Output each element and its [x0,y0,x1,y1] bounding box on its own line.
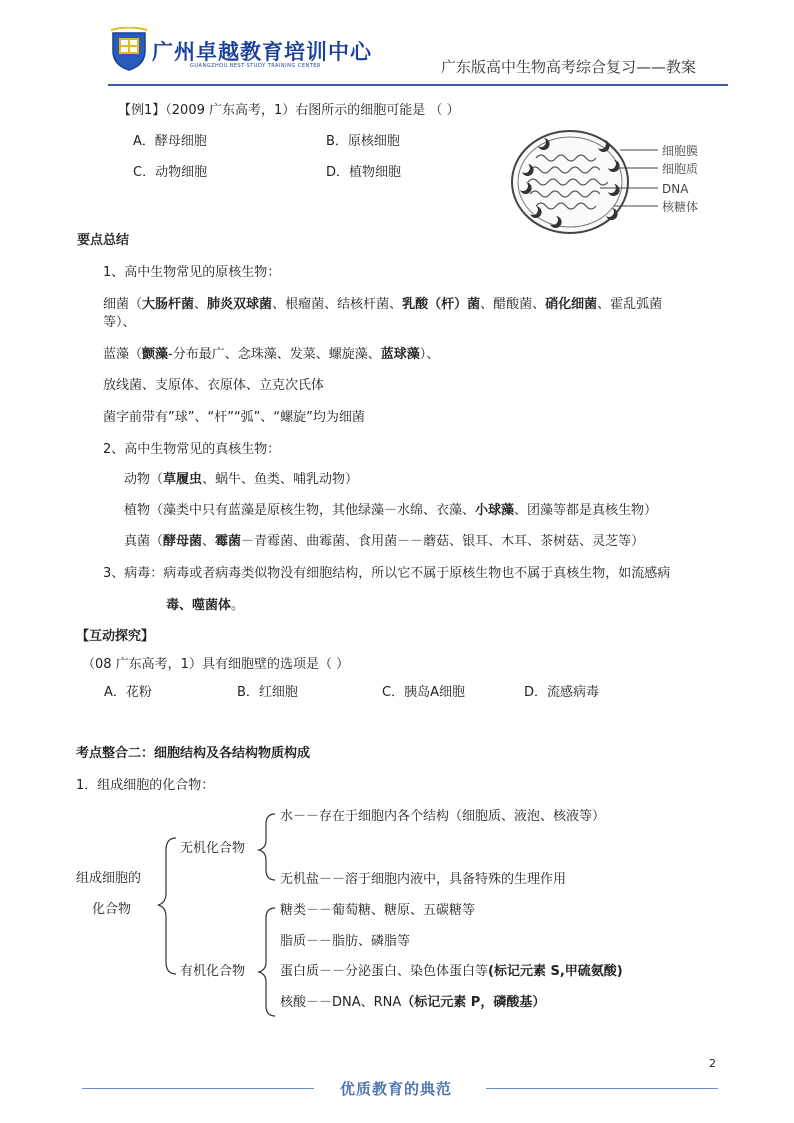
example-option-a: A．酵母细胞 [133,134,207,149]
logo-subtitle: GUANGZHOU BEST-STUDY TRAINING CENTER [190,63,321,69]
figure-label-dna: DNA [662,182,689,196]
interactive-stem: （08 广东高考，1）具有细胞壁的选项是（ ） [82,657,350,672]
tree-root-line2: 化合物 [92,902,132,917]
example-option-d: D．植物细胞 [326,165,402,180]
footer-rule-right [486,1088,718,1089]
fungi-line: 真菌（酵母菌、霉菌－青霉菌、曲霉菌、食用菌－－蘑菇、银耳、木耳、茶树菇、灵芝等） [124,534,645,549]
figure-label-membrane: 细胞膜 [662,144,699,158]
tree-root-line1: 组成细胞的 [76,871,142,886]
summary-point-2: 2、高中生物常见的真核生物： [103,442,281,457]
example-option-c: C．动物细胞 [133,165,208,180]
interactive-option-c: C．胰岛A细胞 [382,685,465,700]
tree-protein: 蛋白质－－分泌蛋白、染色体蛋白等(标记元素 S,甲硫氨酸) [280,964,623,979]
tree-water: 水－－存在于细胞内各个结构（细胞质、液泡、核液等） [280,809,606,824]
rule-line: 菌字前带有”球”、“杆”“弧”、“螺旋”均为细菌 [103,410,365,425]
document-title: 广东版高中生物高考综合复习——教案 [441,58,697,76]
others-line: 放线菌、支原体、衣原体、立克次氏体 [103,378,325,393]
interactive-option-d: D．流感病毒 [524,685,600,700]
tree-inorganic: 无机化合物 [180,841,246,856]
summary-point-1: 1、高中生物常见的原核生物： [103,265,281,280]
footer-slogan: 优质教育的典范 [340,1080,453,1098]
section2-sub1: 1．组成细胞的化合物： [76,778,215,793]
logo-emblem [110,27,148,71]
logo-name: 广州卓越教育培训中心 [152,40,372,64]
plant-line: 植物（藻类中只有蓝藻是原核生物，其他绿藻－水绵、衣藻、小球藻、团藻等都是真核生物） [124,503,658,518]
tree-organic: 有机化合物 [180,964,246,979]
tree-lipid: 脂质－－脂肪、磷脂等 [280,934,411,949]
animal-line: 动物（草履虫、蜗牛、鱼类、哺乳动物） [124,472,359,487]
section2-heading: 考点整合二：细胞结构及各结构物质构成 [76,746,311,761]
summary-point-3: 3、病毒：病毒或者病毒类似物没有细胞结构，所以它不属于原核生物也不属于真核生物，如流感病 [103,566,671,581]
bacteria-line-2: 等）、 [103,315,136,330]
header-rule [108,84,728,86]
example-option-b: B．原核细胞 [326,134,400,149]
prokaryote-cell-figure [508,128,718,236]
summary-point-3-cont: 毒、噬菌体。 [166,598,245,613]
tree-salt: 无机盐－－溶于细胞内液中，具备特殊的生理作用 [280,872,567,887]
interactive-option-b: B．红细胞 [237,685,298,700]
interactive-heading: 【互动探究】 [76,629,155,644]
figure-label-ribosome: 核糖体 [662,200,699,214]
summary-heading: 要点总结 [77,233,130,248]
interactive-option-a: A．花粉 [104,685,152,700]
tree-braces [150,800,280,1020]
example-stem: 【例1】（2009 广东高考，1）右图所示的细胞可能是 （ ） [118,103,460,118]
tree-nucleic: 核酸－－DNA、RNA（标记元素 P，磷酸基） [280,995,546,1010]
page-number: 2 [709,1057,716,1070]
tree-sugar: 糖类－－葡萄糖、糖原、五碳糖等 [280,903,476,918]
footer-rule-left [82,1088,314,1089]
bacteria-line: 细菌（大肠杆菌、肺炎双球菌、根瘤菌、结核杆菌、乳酸（杆）菌、醋酸菌、硝化细菌、霍乱弧菌 [103,297,663,312]
algae-line: 蓝藻（颤藻-分布最广、念珠藻、发菜、螺旋藻、蓝球藻）、 [103,347,440,362]
figure-label-cytoplasm: 细胞质 [662,162,699,176]
